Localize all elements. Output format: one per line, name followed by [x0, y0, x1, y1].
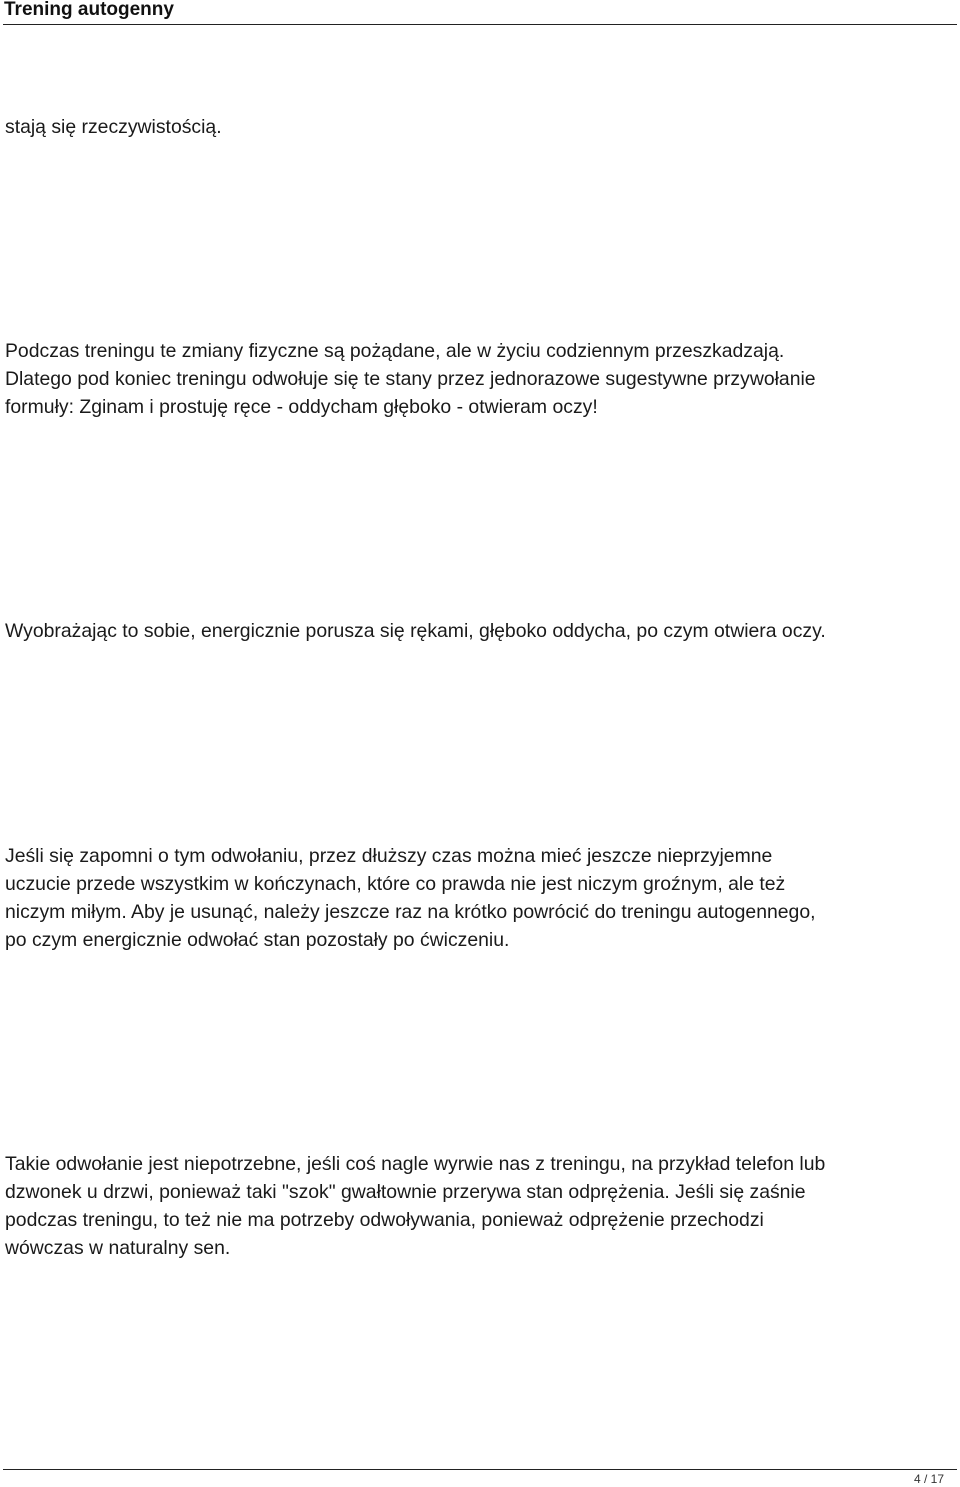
page-header	[0, 0, 960, 26]
text-line: uczucie przede wszystkim w kończynach, które co prawda nie jest niczym groźnym, ale też	[5, 873, 786, 895]
text-line: niczym miłym. Aby je usunąć, należy jeszcze raz na krótko powrócić do treningu autogennego,	[5, 901, 816, 923]
text-line: Jeśli się zapomni o tym odwołaniu, przez dłuższy czas można mieć jeszcze nieprzyjemne	[5, 845, 773, 867]
paragraph-3	[5, 617, 957, 645]
text-line: Takie odwołanie jest niepotrzebne, jeśli coś nagle wyrwie nas z treningu, na przykład telefon lub	[5, 1153, 826, 1175]
text-line: Podczas treningu te zmiany fizyczne są pożądane, ale w życiu codziennym przeszkadzają.	[5, 340, 785, 362]
header-divider	[3, 24, 957, 25]
paragraph-2	[5, 337, 957, 421]
text-line: stają się rzeczywistością.	[5, 116, 222, 138]
text-line: formuły: Zginam i prostuję ręce - oddycham głęboko - otwieram oczy!	[5, 396, 598, 418]
text-line: po czym energicznie odwołać stan pozostały po ćwiczeniu.	[5, 929, 510, 951]
paragraph-1	[5, 113, 957, 141]
text-line: Wyobrażając to sobie, energicznie porusza się rękami, głęboko oddycha, po czym otwiera oczy.	[5, 620, 826, 642]
text-line: podczas treningu, to też nie ma potrzeby odwoływania, ponieważ odprężenie przechodzi	[5, 1209, 764, 1231]
page-number: 4 / 17	[913, 1472, 944, 1486]
paragraph-4	[5, 842, 957, 954]
text-line: wówczas w naturalny sen.	[5, 1237, 231, 1259]
footer-divider	[3, 1469, 957, 1470]
text-line: dzwonek u drzwi, ponieważ taki "szok" gwałtownie przerywa stan odprężenia. Jeśli się zaśnie	[5, 1181, 806, 1203]
paragraph-5	[5, 1150, 957, 1262]
document-title: Trening autogenny	[4, 0, 174, 20]
text-line: Dlatego pod koniec treningu odwołuje się te stany przez jednorazowe sugestywne przywołanie	[5, 368, 816, 390]
